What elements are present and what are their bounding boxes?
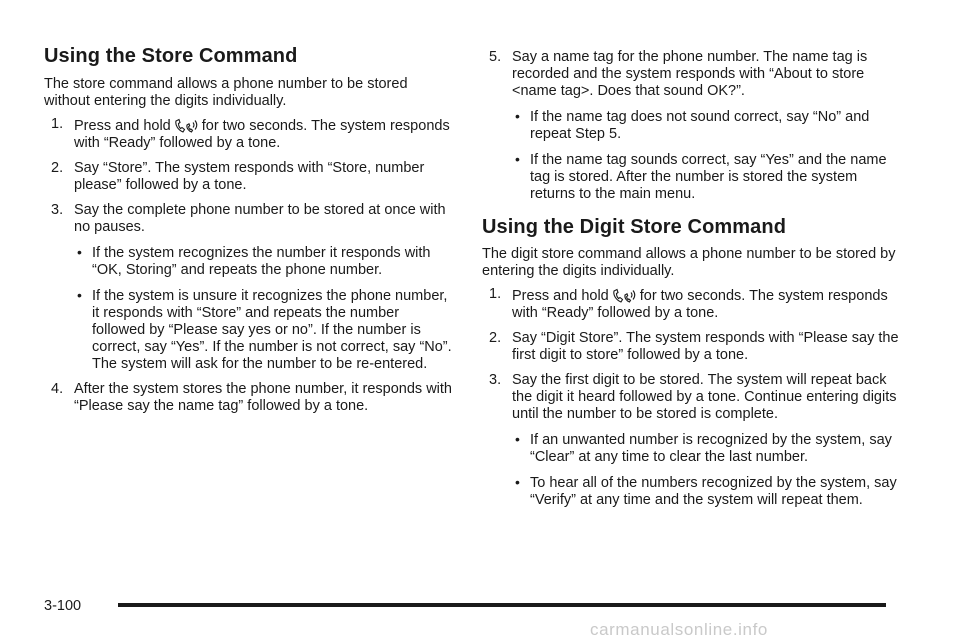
bullet-mark: •: [515, 151, 520, 167]
store-step-5-bullets: [512, 109, 902, 203]
bullet-mark: •: [515, 108, 520, 124]
store-step-3: [44, 202, 454, 373]
footer-rule: [118, 603, 886, 607]
step-text: Say a name tag for the phone number. The name tag is recorded and the system responds with “About to store <name tag>. Does that sound OK?”.: [512, 49, 868, 99]
bullet-text: If the system recognizes the number it responds with “OK, Storing” and repeats the phone number.: [92, 245, 431, 278]
watermark: carmanualsonline.info: [590, 620, 768, 639]
left-column: [44, 0, 454, 415]
store-step-1: [44, 116, 454, 152]
bullet-text: If the name tag does not sound correct, say “No” and repeat Step 5.: [530, 109, 870, 142]
phone-voice-button-icon: [612, 286, 638, 304]
step-text: for two seconds. The system responds with “Ready” followed by a tone.: [74, 118, 450, 151]
phone-voice-button-icon: [174, 116, 200, 134]
bullet-text: If the system is unsure it recognizes the phone number, it responds with “Store” and repeats the number followed by “Please say yes or no”. If the number is correct, say “Yes”. If the number is not correct, say “No”. The system will ask for the number to be re-entered.: [92, 288, 452, 372]
digit-store-command-intro: The digit store command allows a phone number to be stored by entering the digits individually.: [482, 246, 896, 279]
step-text: for two seconds. The system responds with “Ready” followed by a tone.: [512, 288, 888, 321]
bullet-mark: •: [515, 474, 520, 490]
step-number: 1.: [489, 286, 502, 302]
store-steps-continued-list: [482, 49, 902, 203]
bullet-item: [512, 152, 902, 203]
bullet-item: [512, 109, 902, 143]
bullet-item: [74, 245, 454, 279]
store-step-3-bullets: [74, 245, 454, 373]
bullet-text: If the name tag sounds correct, say “Yes” and the name tag is stored. After the number is stored the system returns to the main menu.: [530, 152, 887, 202]
digit-store-step-3-bullets: [512, 432, 902, 509]
step-number: 2.: [489, 330, 502, 346]
step-number: 5.: [489, 49, 502, 65]
bullet-text: To hear all of the numbers recognized by the system, say “Verify” at any time and the system will repeat them.: [530, 475, 897, 508]
step-text: Press and hold: [512, 288, 609, 304]
bullet-text: If an unwanted number is recognized by the system, say “Clear” at any time to clear the last number.: [530, 432, 892, 465]
digit-store-step-2: [482, 330, 902, 364]
step-text: Say “Store”. The system responds with “Store, number please” followed by a tone.: [74, 160, 425, 193]
digit-store-step-3: [482, 372, 902, 509]
step-text: After the system stores the phone number, it responds with “Please say the name tag” followed by a tone.: [74, 381, 452, 414]
step-number: 3.: [51, 202, 64, 218]
bullet-mark: •: [77, 244, 82, 260]
digit-store-step-1: [482, 286, 902, 322]
step-number: 3.: [489, 372, 502, 388]
step-number: 4.: [51, 381, 64, 397]
right-column: [482, 0, 902, 509]
page-number: 3-100: [44, 598, 82, 614]
store-command-intro: The store command allows a phone number to be stored without entering the digits individually.: [44, 76, 408, 109]
step-text: Press and hold: [74, 118, 171, 134]
store-steps-list: [44, 116, 454, 415]
store-step-5: [482, 49, 902, 203]
step-number: 1.: [51, 116, 64, 132]
bullet-mark: •: [77, 287, 82, 303]
digit-store-steps-list: [482, 286, 902, 509]
store-command-heading: Using the Store Command: [44, 45, 298, 67]
step-text: Say “Digit Store”. The system responds with “Please say the first digit to store” followed by a tone.: [512, 330, 899, 363]
bullet-item: [512, 475, 902, 509]
store-step-4: [44, 381, 454, 415]
bullet-mark: •: [515, 431, 520, 447]
store-step-2: [44, 160, 454, 194]
digit-store-command-heading: Using the Digit Store Command: [482, 216, 787, 238]
step-text: Say the first digit to be stored. The system will repeat back the digit it heard followed by a tone. Continue entering digits until the number to be stored is complete.: [512, 372, 897, 422]
bullet-item: [512, 432, 902, 466]
step-text: Say the complete phone number to be stored at once with no pauses.: [74, 202, 446, 235]
step-number: 2.: [51, 160, 64, 176]
bullet-item: [74, 288, 454, 373]
